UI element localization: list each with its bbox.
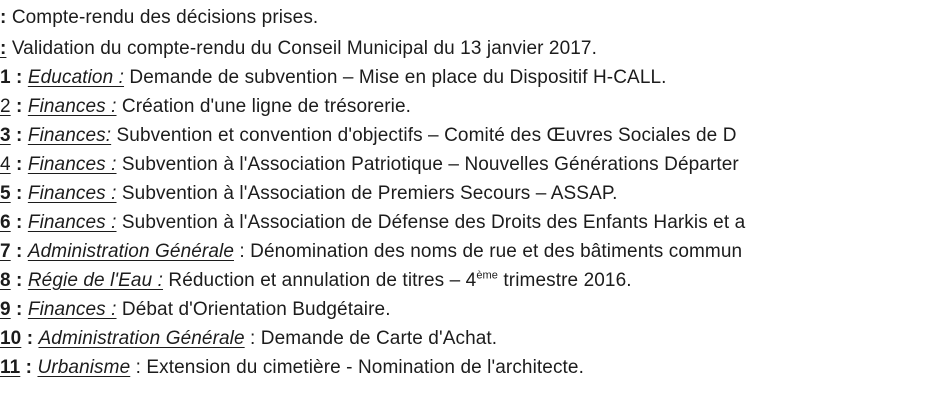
agenda-item-6 xyxy=(0,211,745,235)
item-number: 3 xyxy=(0,125,11,146)
item-topic: Education : xyxy=(27,67,125,88)
item-number: 1 xyxy=(0,67,11,88)
item-text-after: trimestre 2016. xyxy=(498,270,632,291)
item-number: 2 xyxy=(0,96,11,117)
item-text: : Extension du cimetière - Nomination de l'architecte. xyxy=(130,357,584,378)
item-colon: : xyxy=(10,154,28,175)
item-colon: : xyxy=(21,328,39,349)
agenda-item-5 xyxy=(0,182,618,206)
item-number: 10 xyxy=(0,328,22,349)
item-colon: : xyxy=(10,183,28,204)
item-topic: Finances: xyxy=(27,125,112,146)
item-colon: : xyxy=(10,212,28,233)
item-number: 4 xyxy=(0,154,11,175)
item-colon: : xyxy=(10,67,28,88)
item-text: : Demande de Carte d'Achat. xyxy=(244,328,498,349)
agenda-item-7 xyxy=(0,240,742,264)
item-number: 6 xyxy=(0,212,11,233)
item-number: 7 xyxy=(0,241,11,262)
item-text: Réduction et annulation de titres – 4 xyxy=(163,270,477,291)
item-text: : Dénomination des noms de rue et des bâtiments commun xyxy=(233,241,743,262)
item-colon: : xyxy=(10,299,28,320)
item-topic: Administration Générale xyxy=(38,328,245,349)
item-number: 11 xyxy=(0,357,21,378)
item-topic: Finances : xyxy=(27,96,117,117)
item-colon: : xyxy=(10,241,28,262)
header-line-1 xyxy=(0,6,318,30)
agenda-item-4 xyxy=(0,153,739,177)
item-number: 9 xyxy=(0,299,11,320)
item-number: 8 xyxy=(0,270,11,291)
item-text: Subvention à l'Association de Défense des Droits des Enfants Harkis et a xyxy=(116,212,746,233)
item-topic: Finances : xyxy=(27,299,117,320)
agenda-item-10 xyxy=(0,327,497,351)
item-topic: Urbanisme xyxy=(37,357,131,378)
agenda-item-9 xyxy=(0,298,391,322)
agenda-item-11 xyxy=(0,356,584,380)
header-line-1-colon: : xyxy=(0,7,7,28)
item-text: Création d'une ligne de trésorerie. xyxy=(116,96,412,117)
agenda-item-8 xyxy=(0,269,632,293)
item-topic: Finances : xyxy=(27,183,117,204)
agenda-item-1 xyxy=(0,66,667,90)
agenda-item-3 xyxy=(0,124,737,148)
header-line-2 xyxy=(0,37,597,61)
header-line-1-text: Compte-rendu des décisions prises. xyxy=(6,7,319,28)
item-colon: : xyxy=(10,270,28,291)
header-line-2-text: Validation du compte-rendu du Conseil Municipal du 13 janvier 2017. xyxy=(6,38,597,59)
item-topic: Finances : xyxy=(27,212,117,233)
item-colon: : xyxy=(10,125,28,146)
item-text: Subvention à l'Association Patriotique – Nouvelles Générations Départer xyxy=(116,154,739,175)
header-line-2-colon: : xyxy=(0,38,7,59)
agenda-item-2 xyxy=(0,95,411,119)
item-superscript: ème xyxy=(476,269,499,282)
item-text: Subvention à l'Association de Premiers Secours – ASSAP. xyxy=(116,183,618,204)
item-text: Subvention et convention d'objectifs – Comité des Œuvres Sociales de D xyxy=(111,125,737,146)
item-text: Débat d'Orientation Budgétaire. xyxy=(116,299,391,320)
item-topic: Finances : xyxy=(27,154,117,175)
item-text: Demande de subvention – Mise en place du Dispositif H-CALL. xyxy=(124,67,667,88)
item-colon: : xyxy=(20,357,38,378)
item-topic: Administration Générale xyxy=(27,241,234,262)
item-number: 5 xyxy=(0,183,11,204)
item-colon: : xyxy=(10,96,28,117)
item-topic: Régie de l'Eau : xyxy=(27,270,164,291)
